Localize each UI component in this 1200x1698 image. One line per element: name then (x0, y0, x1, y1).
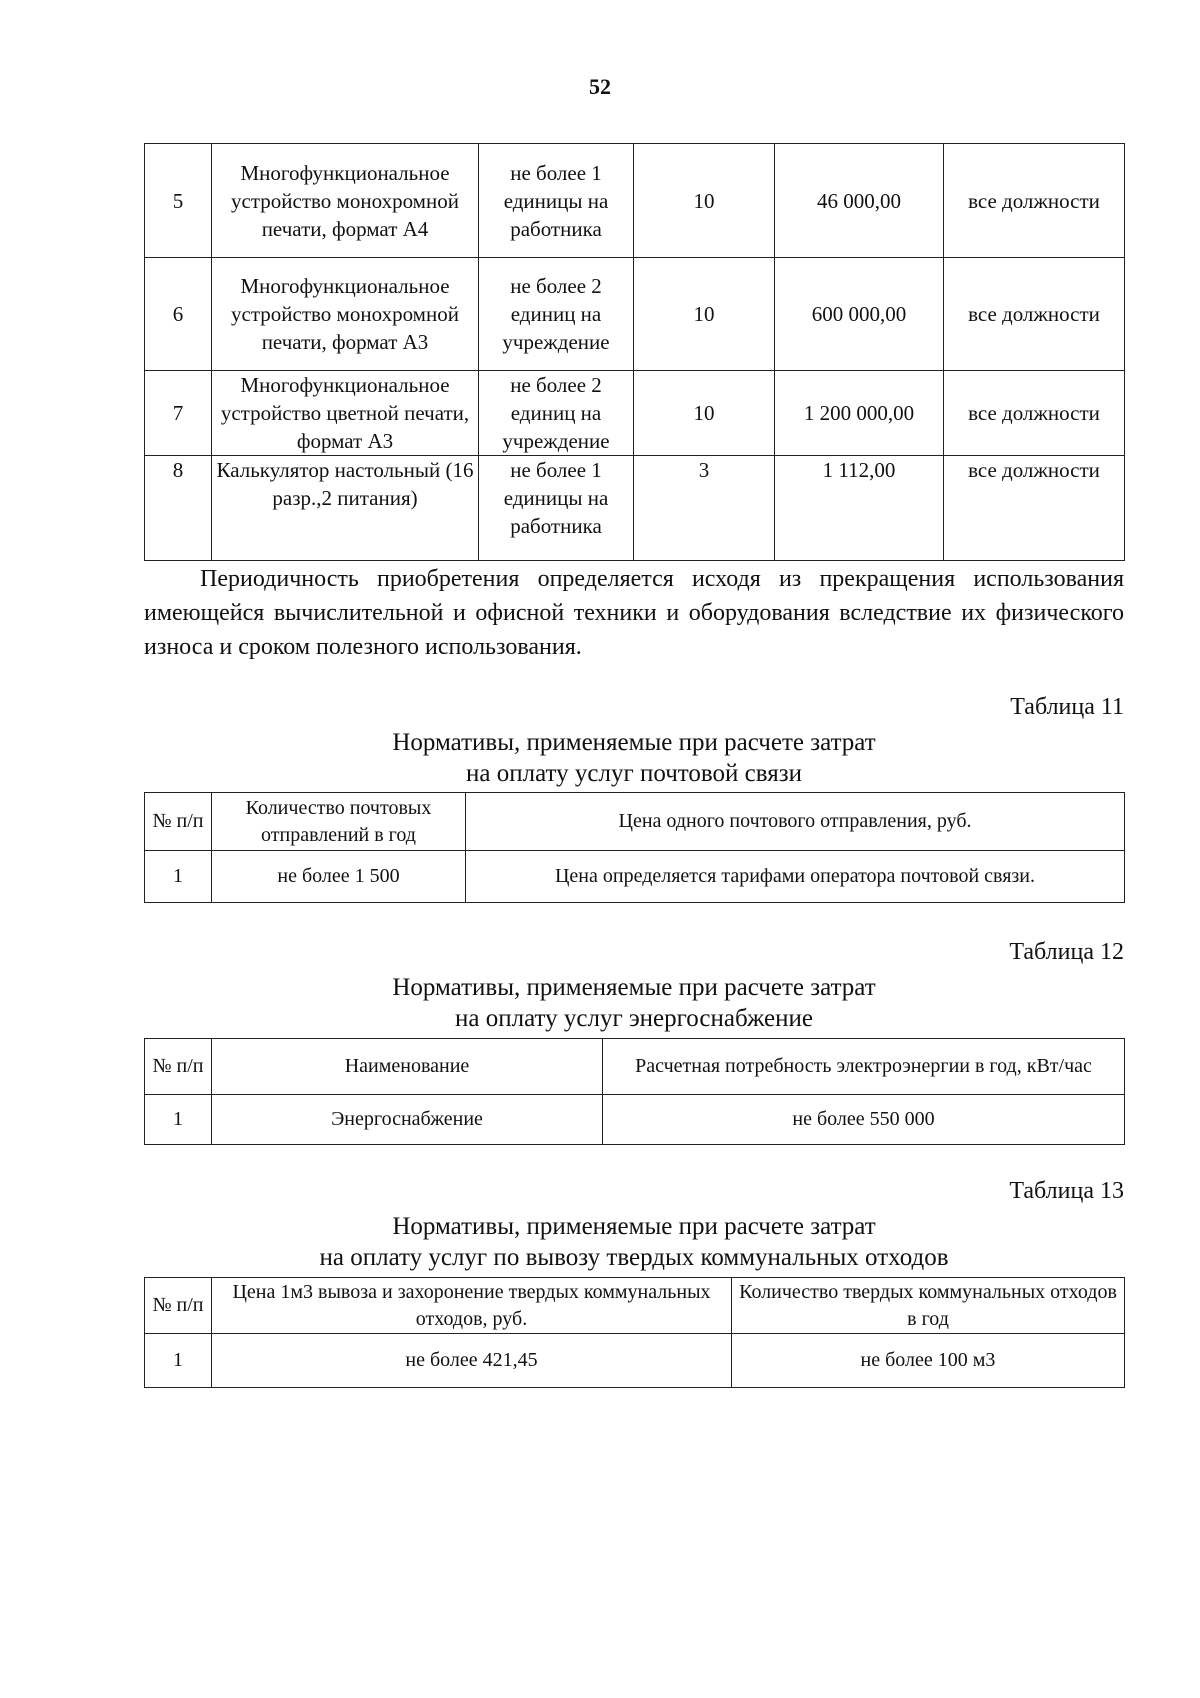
item-price: 46 000,00 (775, 144, 944, 258)
row-number: 8 (145, 456, 212, 561)
postal-services-table (144, 792, 1125, 903)
item-price: 1 200 000,00 (775, 371, 944, 456)
table-header-row (145, 793, 1125, 851)
header-quantity: Количество твердых коммунальных отходов в год (732, 1278, 1125, 1334)
item-years: 10 (634, 258, 775, 371)
table-12-title (144, 972, 1124, 1034)
header-number: № п/п (145, 793, 212, 851)
item-quantity: не более 2 единиц на учреждение (479, 258, 634, 371)
page-number: 52 (589, 74, 611, 99)
waste-removal-table (144, 1277, 1125, 1388)
item-quantity: не более 2 единиц на учреждение (479, 371, 634, 456)
table-row (145, 371, 1125, 456)
table-11-title (144, 727, 1124, 789)
item-years: 3 (634, 456, 775, 561)
table-title-line: на оплату услуг почтовой связи (466, 760, 802, 787)
item-years: 10 (634, 371, 775, 456)
item-years: 10 (634, 144, 775, 258)
table-title-line: на оплату услуг энергоснабжение (455, 1005, 813, 1032)
header-number: № п/п (145, 1278, 212, 1334)
table-11-label: Таблица 11 (1010, 694, 1124, 720)
header-name: Наименование (212, 1039, 603, 1095)
header-price: Цена одного почтового отправления, руб. (466, 793, 1125, 851)
energy-supply-table (144, 1038, 1125, 1145)
table-header-row (145, 1278, 1125, 1334)
table-row (145, 456, 1125, 561)
row-number: 1 (145, 1334, 212, 1388)
header-quantity: Количество почтовых отправлений в год (212, 793, 466, 851)
row-quantity: не более 100 м3 (732, 1334, 1125, 1388)
equipment-table (144, 143, 1125, 561)
item-price: 600 000,00 (775, 258, 944, 371)
header-consumption: Расчетная потребность электроэнергии в год, кВт/час (603, 1039, 1125, 1095)
table-title-line: Нормативы, применяемые при расчете затрат (392, 729, 876, 756)
item-quantity: не более 1 единицы на работника (479, 456, 634, 561)
table-row (145, 144, 1125, 258)
row-consumption: не более 550 000 (603, 1095, 1125, 1145)
table-header-row (145, 1039, 1125, 1095)
row-number: 5 (145, 144, 212, 258)
table-13-label: Таблица 13 (1009, 1178, 1124, 1204)
row-number: 7 (145, 371, 212, 456)
row-quantity: не более 1 500 (212, 851, 466, 903)
table-title-line: на оплату услуг по вывозу твердых коммунальных отходов (319, 1244, 949, 1271)
table-row (145, 851, 1125, 903)
header-number: № п/п (145, 1039, 212, 1095)
table-row (145, 1095, 1125, 1145)
row-price: не более 421,45 (212, 1334, 732, 1388)
item-positions: все должности (944, 371, 1125, 456)
header-price: Цена 1м3 вывоза и захоронение твердых коммунальных отходов, руб. (212, 1278, 732, 1334)
item-quantity: не более 1 единицы на работника (479, 144, 634, 258)
row-number: 1 (145, 851, 212, 903)
item-name: Многофункциональное устройство цветной печати, формат А3 (212, 371, 479, 456)
table-row (145, 258, 1125, 371)
item-name: Многофункциональное устройство монохромной печати, формат А4 (212, 144, 479, 258)
row-number: 1 (145, 1095, 212, 1145)
periodicity-paragraph: Периодичность приобретения определяется исходя из прекращения использования имеющейся вычислительной и офисной техники и оборудования вследствие их физического износа и сроком полезного использования. (144, 566, 1124, 660)
item-price: 1 112,00 (775, 456, 944, 561)
table-title-line: Нормативы, применяемые при расчете затрат (392, 974, 876, 1001)
table-row (145, 1334, 1125, 1388)
row-price: Цена определяется тарифами оператора почтовой связи. (466, 851, 1125, 903)
item-positions: все должности (944, 144, 1125, 258)
table-title-line: Нормативы, применяемые при расчете затрат (392, 1213, 876, 1240)
table-12-label: Таблица 12 (1009, 939, 1124, 965)
item-positions: все должности (944, 258, 1125, 371)
item-positions: все должности (944, 456, 1125, 561)
row-name: Энергоснабжение (212, 1095, 603, 1145)
item-name: Калькулятор настольный (16 разр.,2 питания) (212, 456, 479, 561)
item-name: Многофункциональное устройство монохромной печати, формат А3 (212, 258, 479, 371)
row-number: 6 (145, 258, 212, 371)
table-13-title (144, 1211, 1124, 1273)
